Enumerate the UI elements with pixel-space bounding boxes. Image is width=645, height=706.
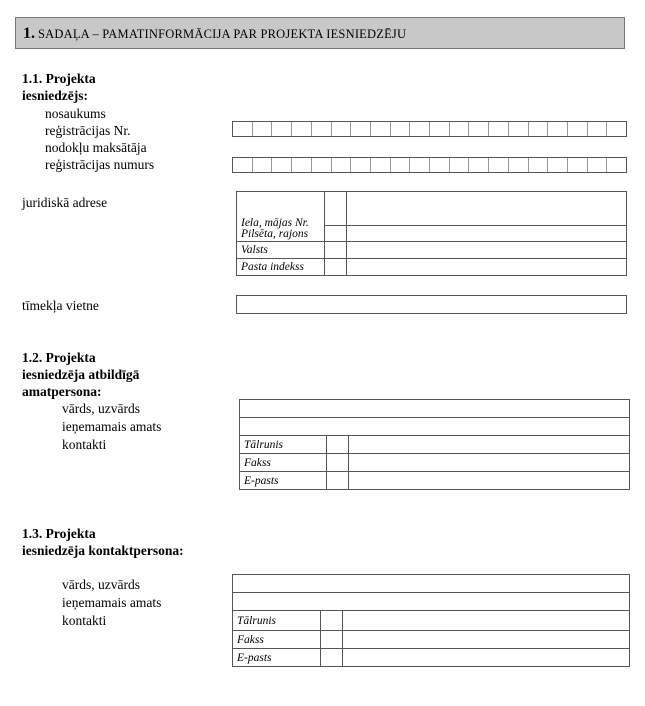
street-input[interactable] (347, 192, 627, 226)
contact-row-label: Tālrunis (237, 614, 276, 627)
address-label: juridiskā adrese (22, 195, 108, 210)
tax-number-cells[interactable] (232, 157, 627, 173)
s13-fax-input[interactable] (343, 631, 630, 649)
section-title: SADAĻA – PAMATINFORMĀCIJA PAR PROJEKTA IESNIEDZĒJU (38, 27, 407, 41)
s12-position-label: ieņemamais amats (62, 419, 162, 434)
s12-fax-input[interactable] (349, 454, 630, 472)
s12-phone-input[interactable] (349, 436, 630, 454)
contact-row-label: Fakss (244, 456, 271, 469)
tax-label-1: nodokļu maksātāja (45, 140, 147, 155)
contact-row-label: Fakss (237, 633, 264, 646)
reg-number-cells[interactable] (232, 121, 627, 137)
s12-position-input[interactable] (239, 417, 630, 436)
s12-heading-2: iesniedzēja atbildīgā (22, 367, 140, 382)
s13-heading-2: iesniedzēja kontaktpersona: (22, 543, 184, 558)
s13-name-input[interactable] (232, 574, 630, 593)
section-number: 1. (23, 25, 35, 42)
s13-position-input[interactable] (232, 592, 630, 611)
s13-phone-input[interactable] (343, 611, 630, 631)
s13-position-label: ieņemamais amats (62, 595, 162, 610)
reg-number-label: reģistrācijas Nr. (45, 123, 131, 138)
contact-row-label: Tālrunis (244, 438, 283, 451)
contact-row-label: E-pasts (244, 474, 279, 487)
web-input[interactable] (236, 295, 627, 314)
s11-heading-1: 1.1. Projekta (22, 71, 96, 86)
web-label: tīmekļa vietne (22, 298, 99, 313)
city-input[interactable] (347, 226, 627, 242)
s13-email-input[interactable] (343, 649, 630, 667)
contact-row-label: E-pasts (237, 651, 272, 664)
s12-heading-3: amatpersona: (22, 384, 102, 399)
section-header (15, 17, 625, 49)
s11-heading-2: iesniedzējs: (22, 88, 88, 103)
s12-name-input[interactable] (239, 399, 630, 418)
s13-contacts-label: kontakti (62, 613, 107, 628)
s13-heading-1: 1.3. Projekta (22, 526, 96, 541)
s12-name-label: vārds, uzvārds (62, 401, 140, 416)
s12-heading-1: 1.2. Projekta (22, 350, 96, 365)
address-row-label: Pilsēta, rajons (241, 228, 309, 240)
country-input[interactable] (347, 242, 627, 259)
s12-email-input[interactable] (349, 472, 630, 490)
s12-contacts-table (239, 435, 630, 490)
address-row-label: Valsts (241, 244, 268, 256)
s13-name-label: vārds, uzvārds (62, 577, 140, 592)
tax-label-2: reģistrācijas numurs (45, 157, 155, 172)
address-row-label: Pasta indekss (241, 261, 304, 273)
name-label: nosaukums (45, 106, 106, 121)
address-row-label: Iela, mājas Nr. (241, 217, 309, 230)
s13-contacts-table (232, 610, 630, 667)
postal-input[interactable] (347, 259, 627, 276)
s12-contacts-label: kontakti (62, 437, 107, 452)
